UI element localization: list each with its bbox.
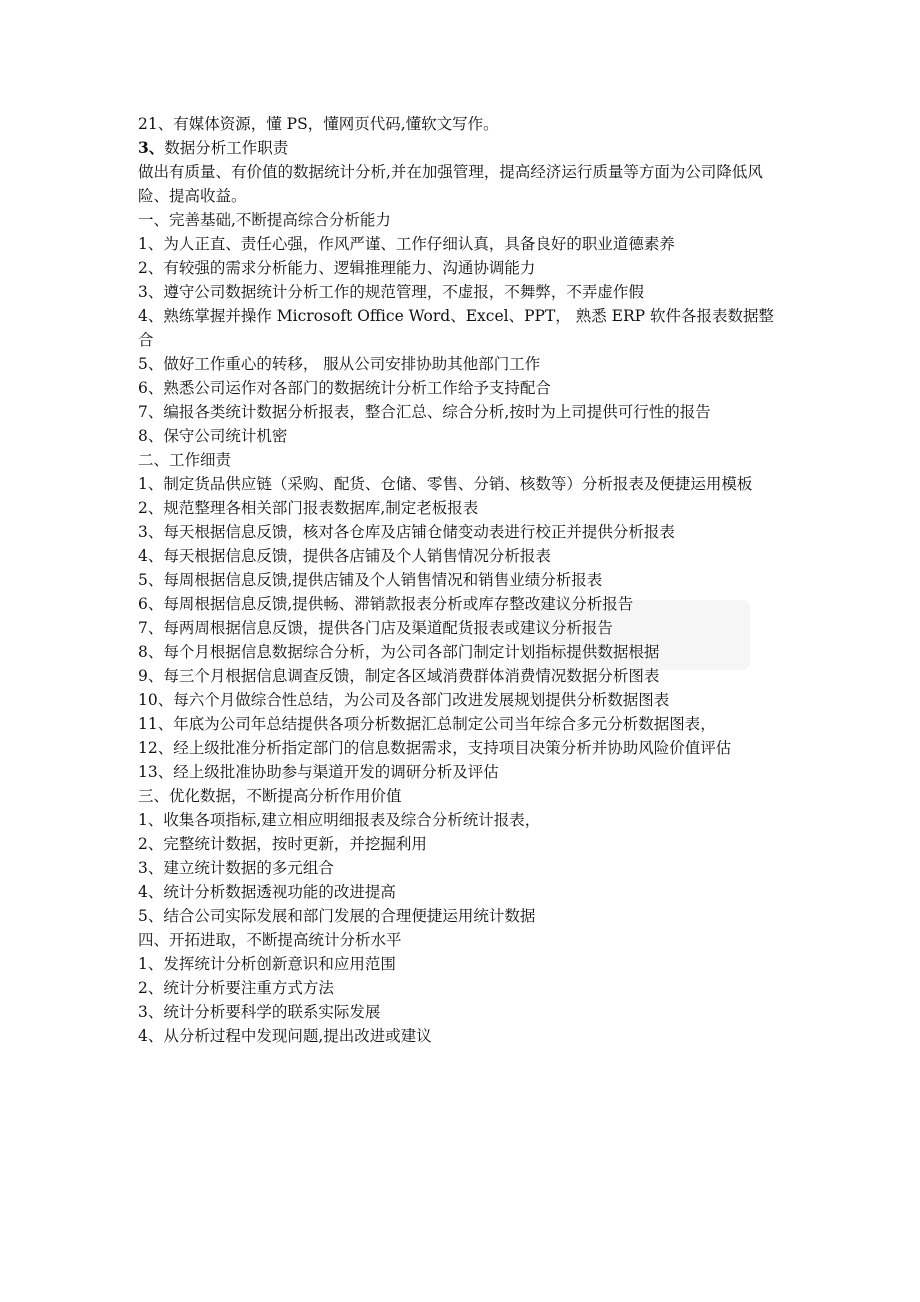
list-item: 13、经上级批准协助参与渠道开发的调研分析及评估 [138, 763, 499, 781]
section-title: 数据分析工作职责 [164, 139, 289, 157]
list-item: 5、每周根据信息反馈,提供店铺及个人销售情况和销售业绩分析报表 [138, 571, 603, 589]
list-item: 3、统计分析要科学的联系实际发展 [138, 1003, 381, 1021]
list-item: 3、建立统计数据的多元组合 [138, 859, 334, 877]
list-item: 8、保守公司统计机密 [138, 427, 288, 445]
list-item: 2、有较强的需求分析能力、逻辑推理能力、沟通协调能力 [138, 259, 536, 277]
list-item: 11、年底为公司年总结提供各项分析数据汇总制定公司当年综合多元分析数据图表， [138, 715, 716, 733]
list-item: 12、经上级批准分析指定部门的信息数据需求，支持项目决策分析并协助风险价值评估 [138, 739, 732, 757]
text-line: 做出有质量、有价值的数据统计分析,并在加强管理，提高经济运行质量等方面为公司降低风险、提高收益。 [138, 163, 763, 205]
section-number: 3、 [138, 138, 165, 157]
subheading: 一、完善基础,不断提高综合分析能力 [138, 211, 391, 229]
list-item: 4、每天根据信息反馈，提供各店铺及个人销售情况分析报表 [138, 547, 551, 565]
list-item: 8、每个月根据信息数据综合分析，为公司各部门制定计划指标提供数据根据 [138, 643, 660, 661]
list-item: 3、遵守公司数据统计分析工作的规范管理，不虚报，不舞弊，不弄虚作假 [138, 283, 644, 301]
list-item: 9、每三个月根据信息调查反馈，制定各区域消费群体消费情况数据分析图表 [138, 667, 660, 685]
subheading: 四、开拓进取，不断提高统计分析水平 [138, 931, 402, 949]
list-item: 5、结合公司实际发展和部门发展的合理便捷运用统计数据 [138, 907, 536, 925]
list-item: 7、每两周根据信息反馈，提供各门店及渠道配货报表或建议分析报告 [138, 619, 613, 637]
list-item: 10、每六个月做综合性总结，为公司及各部门改进发展规划提供分析数据图表 [138, 691, 670, 709]
list-item: 1、收集各项指标,建立相应明细报表及综合分析统计报表， [138, 811, 541, 829]
list-item: 3、每天根据信息反馈，核对各仓库及店铺仓储变动表进行校正并提供分析报表 [138, 523, 675, 541]
text-line: 21、有媒体资源，懂 PS，懂网页代码,懂软文写作。 [138, 115, 499, 133]
list-item: 2、规范整理各相关部门报表数据库,制定老板报表 [138, 499, 479, 517]
subheading: 三、优化数据，不断提高分析作用价值 [138, 787, 402, 805]
list-item: 4、从分析过程中发现问题,提出改进或建议 [138, 1027, 432, 1045]
list-item: 2、统计分析要注重方式方法 [138, 979, 334, 997]
list-item: 6、每周根据信息反馈,提供畅、滞销款报表分析或库存整改建议分析报告 [138, 595, 634, 613]
document-body [138, 112, 788, 1048]
list-item: 4、统计分析数据透视功能的改进提高 [138, 883, 396, 901]
list-item: 1、制定货品供应链（采购、配货、仓储、零售、分销、核数等）分析报表及便捷运用模板 [138, 475, 753, 493]
list-item: 2、完整统计数据，按时更新，并挖掘利用 [138, 835, 427, 853]
list-item: 1、为人正直、责任心强，作风严谨、工作仔细认真，具备良好的职业道德素养 [138, 235, 675, 253]
list-item: 7、编报各类统计数据分析报表，整合汇总、综合分析,按时为上司提供可行性的报告 [138, 403, 711, 421]
section-heading [138, 136, 788, 160]
list-item: 4、熟练掌握并操作 Microsoft Office Word、Excel、PPT， 熟悉 ERP 软件各报表数据整合 [138, 307, 774, 349]
subheading: 二、工作细责 [138, 451, 232, 469]
list-item: 6、熟悉公司运作对各部门的数据统计分析工作给予支持配合 [138, 379, 551, 397]
list-item: 5、做好工作重心的转移， 服从公司安排协助其他部门工作 [138, 355, 541, 373]
list-item: 1、发挥统计分析创新意识和应用范围 [138, 955, 396, 973]
